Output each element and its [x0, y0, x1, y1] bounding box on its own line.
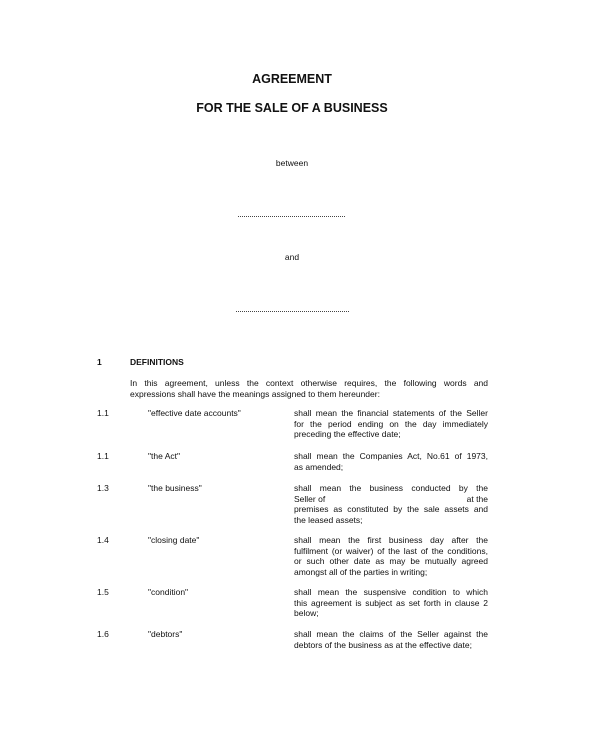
section-number: 1: [97, 357, 102, 367]
definition-number: 1.6: [97, 629, 109, 639]
intro-line: In this agreement, unless the context otherwise requires, the following words and: [130, 378, 488, 388]
definition-term: "closing date": [148, 535, 200, 545]
meaning-line: preceding the effective date;: [294, 429, 401, 440]
document-title: AGREEMENT: [252, 72, 332, 86]
intro-line: expressions shall have the meanings assigned to them hereunder:: [130, 388, 380, 399]
definition-number: 1.5: [97, 587, 109, 597]
definition-meaning: [294, 408, 488, 440]
meaning-line: shall mean the suspensive condition to which: [294, 587, 488, 597]
definition-term: "effective date accounts": [148, 408, 241, 418]
definition-term: "condition": [148, 587, 189, 597]
definition-number: 1.1: [97, 451, 109, 461]
definition-number: 1.3: [97, 483, 109, 493]
meaning-line: this agreement is subject as set forth in clause 2: [294, 597, 488, 608]
meaning-line: or such other date as may be mutually agreed: [294, 556, 488, 567]
meaning-line: premises as constituted by the sale assets and: [294, 504, 488, 515]
party-two-blank: [236, 311, 349, 312]
meaning-line: shall mean the claims of the Seller against the: [294, 629, 488, 639]
between-label: between: [275, 158, 309, 168]
party-one-blank: [238, 216, 345, 217]
meaning-line: as amended;: [294, 461, 344, 472]
definition-term: "debtors": [148, 629, 183, 639]
definition-number: 1.1: [97, 408, 109, 418]
meaning-line: below;: [294, 608, 319, 619]
definition-term: "the business": [148, 483, 202, 493]
meaning-line: fulfilment (or waiver) of the last of the conditions,: [294, 545, 488, 556]
meaning-line: shall mean the business conducted by the: [294, 483, 488, 493]
meaning-line: debtors of the business as at the effective date;: [294, 639, 472, 650]
meaning-line: shall mean the first business day after the: [294, 535, 488, 545]
definition-term: "the Act": [148, 451, 181, 461]
document-subtitle: FOR THE SALE OF A BUSINESS: [196, 101, 388, 115]
definition-meaning: [294, 587, 488, 619]
meaning-line: the leased assets;: [294, 514, 363, 525]
definition-meaning: [294, 451, 488, 472]
meaning-line: for the period ending on the day immediately: [294, 418, 488, 429]
definition-meaning: [294, 483, 488, 525]
meaning-line: amongst all of the parties in writing;: [294, 566, 428, 577]
meaning-line: shall mean the Companies Act, No.61 of 1973,: [294, 451, 488, 461]
and-label: and: [284, 252, 300, 262]
definition-number: 1.4: [97, 535, 109, 545]
meaning-line: Seller of at the: [294, 493, 488, 504]
section-heading: DEFINITIONS: [130, 357, 184, 367]
definition-meaning: [294, 629, 488, 650]
definition-meaning: [294, 535, 488, 577]
section-intro: [130, 378, 488, 399]
meaning-line: shall mean the financial statements of the Seller: [294, 408, 488, 418]
